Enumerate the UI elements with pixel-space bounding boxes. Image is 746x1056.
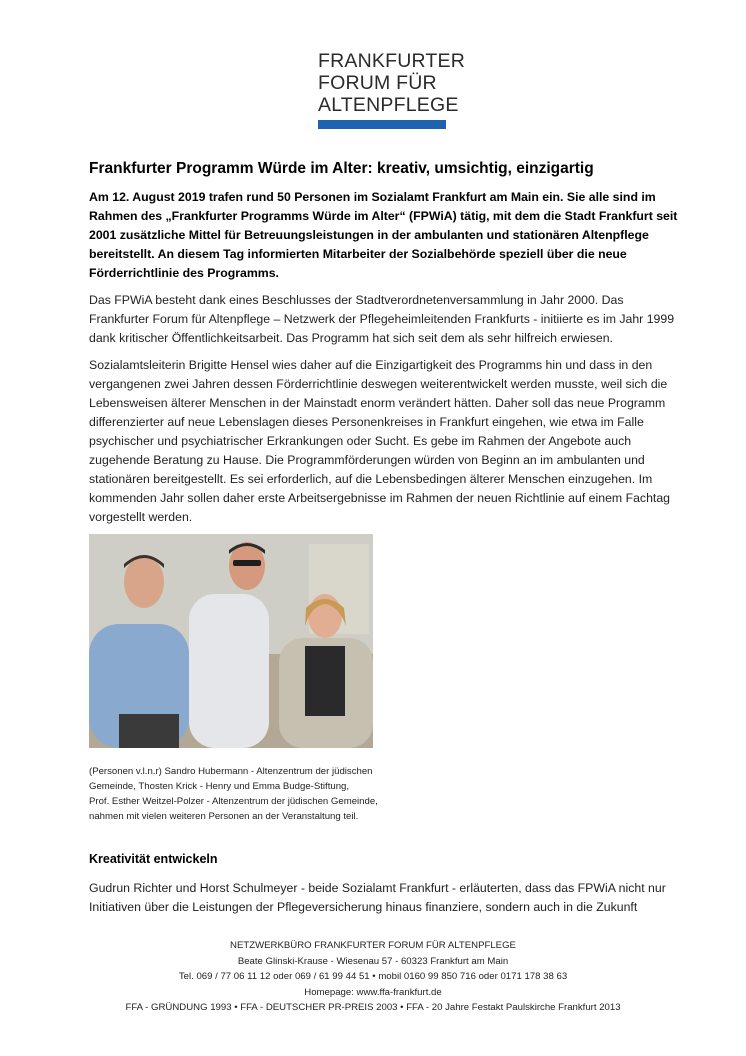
article-body [89,160,679,535]
logo-line-2: FORUM FÜR [318,72,437,94]
footer-line-2: Beate Glinski-Krause - Wiesenau 57 - 60323 Frankfurt am Main [237,955,509,967]
logo-line-3: ALTENPFLEGE [318,94,459,116]
footer-homepage-link[interactable]: Homepage: www.ffa-frankfurt.de [304,986,442,998]
footer-line-1: NETZWERKBÜRO FRANKFURTER FORUM FÜR ALTENPFLEGE [230,940,516,951]
article-lead: Am 12. August 2019 trafen rund 50 Personen im Sozialamt Frankfurt am Main ein. Sie alle sind im Rahmen des „Frankfurter Programms Würde im Alter“ (FPWiA) tätig, mit dem die Stadt Frankfurt seit 2001 zusätzliche Mittel für Betreuungsleistungen in der ambulanten und stationären Altenpflege bereitstellt. An diesem Tag informierten Mitarbeiter der Sozialbehörde speziell über die neue Förderrichtlinie des Programms. [89,190,678,280]
logo-blue-bar [318,120,446,129]
caption-line-1: (Personen v.l.n.r) Sandro Hubermann - Altenzentrum der jüdischen [89,766,373,777]
article-paragraph-2: Sozialamtsleiterin Brigitte Hensel wies daher auf die Einzigartigkeit des Programms hin und dass in den vergangenen zwei Jahren dessen Förderrichtlinie deswegen weiterentwickelt werden musste, weil sich die Lebensweisen älterer Menschen in der Mainstadt enorm verändert hätten. Daher soll das neue Programm differenzierter auf neue Lebenslagen dieses Personenkreises in Frankfurt eingehen, wie etwa im Falle psychischer und psychiatrischer Erkrankungen oder Sucht. Es gebe im Rahmen der Angebote auch zugehende Beratung zu Hause. Die Programmförderungen würden von Beginn an im ambulanten und stationären bereitgestellt. Es sei erforderlich, auf die Lebensbedingen älterer Menschen einzugehen. Im kommenden Jahr sollen daher erste Arbeitsergebnisse im Rahmen der neuen Richtlinie auf einem Fachtag vorgestellt werden. [89,358,671,524]
ffa-logo [318,50,466,129]
photo-caption [89,764,419,824]
logo-line-1: FRANKFURTER [318,50,466,72]
caption-line-2: Gemeinde, Thosten Krick - Henry und Emma Budge-Stiftung, [89,781,350,792]
article-title: Frankfurter Programm Würde im Alter: kreativ, umsichtig, einzigartig [89,160,594,177]
caption-line-3: Prof. Esther Weitzel-Polzer - Altenzentrum der jüdischen Gemeinde, [89,796,378,807]
section-subheading: Kreativität entwickeln [89,852,218,866]
event-photo-illustration [89,534,373,748]
footer-line-3: Tel. 069 / 77 06 11 12 oder 069 / 61 99 44 51 • mobil 0160 99 850 716 oder 0171 178 38 63 [178,971,568,982]
caption-line-4: nahmen mit vielen weiteren Personen an der Veranstaltung teil. [89,811,359,822]
article-paragraph-3: Gudrun Richter und Horst Schulmeyer - beide Sozialamt Frankfurt - erläuterten, dass das FPWiA nicht nur Initiativen über die Leistungen der Pflegeversicherung hinaus finanziere, sondern auch in die Zukunft [89,881,666,914]
event-photo [89,534,373,748]
footer [60,938,686,1016]
footer-line-5: FFA - GRÜNDUNG 1993 • FFA - DEUTSCHER PR-PREIS 2003 • FFA - 20 Jahre Festakt Paulskirche Frankfurt 2013 [125,1002,621,1013]
article-paragraph-1: Das FPWiA besteht dank eines Beschlusses der Stadtverordnetenversammlung in Jahr 2000. Das Frankfurter Forum für Altenpflege – Netzwerk der Pflegeheimleitenden Frankfurts - initiierte es im Jahr 1999 dank kritischer Öffentlichkeitsarbeit. Das Programm hat sich seit dem als sehr hilfreich erwiesen. [89,293,675,345]
